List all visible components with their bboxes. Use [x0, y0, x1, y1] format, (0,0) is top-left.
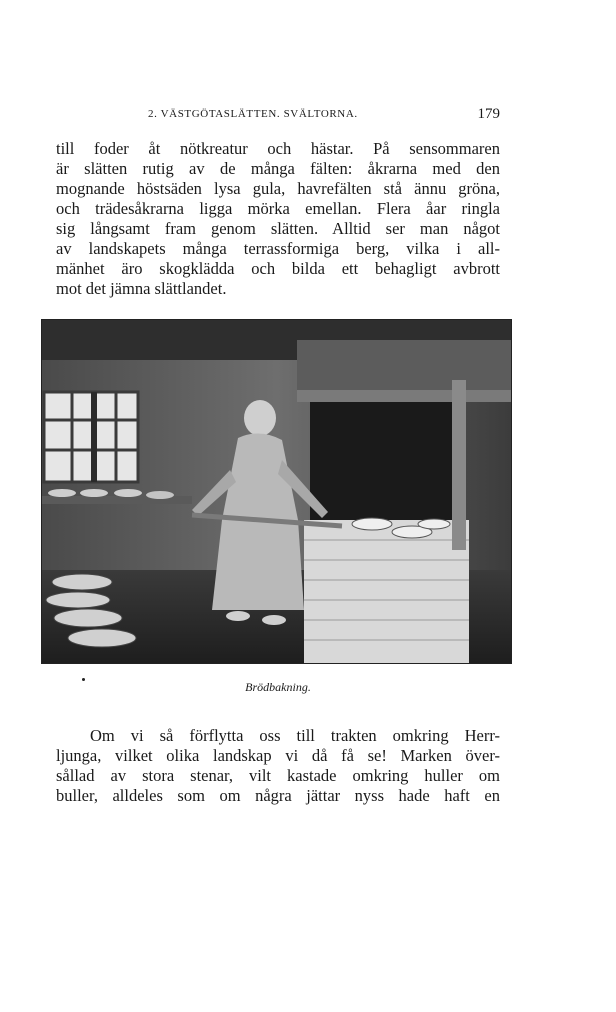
text-line: är slätten rutig av de många fälten: åkrarna med den	[56, 159, 500, 178]
text-line: av landskapets många terrassformiga berg, vilka i all-	[56, 239, 500, 258]
text-line: buller, alldeles som om några jättar nyss hade haft en	[56, 786, 500, 805]
text-line: till foder åt nötkreatur och hästar. På sensommaren	[56, 139, 500, 158]
paragraph-2	[56, 726, 500, 806]
page-number: 179	[477, 106, 500, 122]
text-line: sållad av stora stenar, vilt kastade omkring huller om	[56, 766, 500, 785]
text-line: ljunga, vilket olika landskap vi då få se! Marken över-	[56, 746, 500, 765]
figure-caption: Brödbakning.	[245, 680, 311, 694]
text-line: mot det jämna slättlandet.	[56, 279, 227, 298]
bread-baking-photograph	[41, 319, 512, 664]
paragraph-1	[56, 139, 500, 299]
page-header	[58, 106, 500, 126]
running-title: 2. VÄSTGÖTASLÄTTEN. SVÄLTORNA.	[148, 108, 358, 120]
text-line: mänhet äro skogklädda och bilda ett behagligt avbrott	[56, 259, 500, 278]
photograph-icon	[42, 320, 511, 663]
text-line: Om vi så förflytta oss till trakten omkring Herr-	[90, 726, 500, 745]
text-line: och trädesåkrarna ligga mörka emellan. Flera åar ringla	[56, 199, 500, 218]
text-line: mognande höstsäden lysa gula, havrefälten stå ännu gröna,	[56, 179, 500, 198]
text-line: sig långsamt fram genom slätten. Alltid ser man något	[56, 219, 500, 238]
